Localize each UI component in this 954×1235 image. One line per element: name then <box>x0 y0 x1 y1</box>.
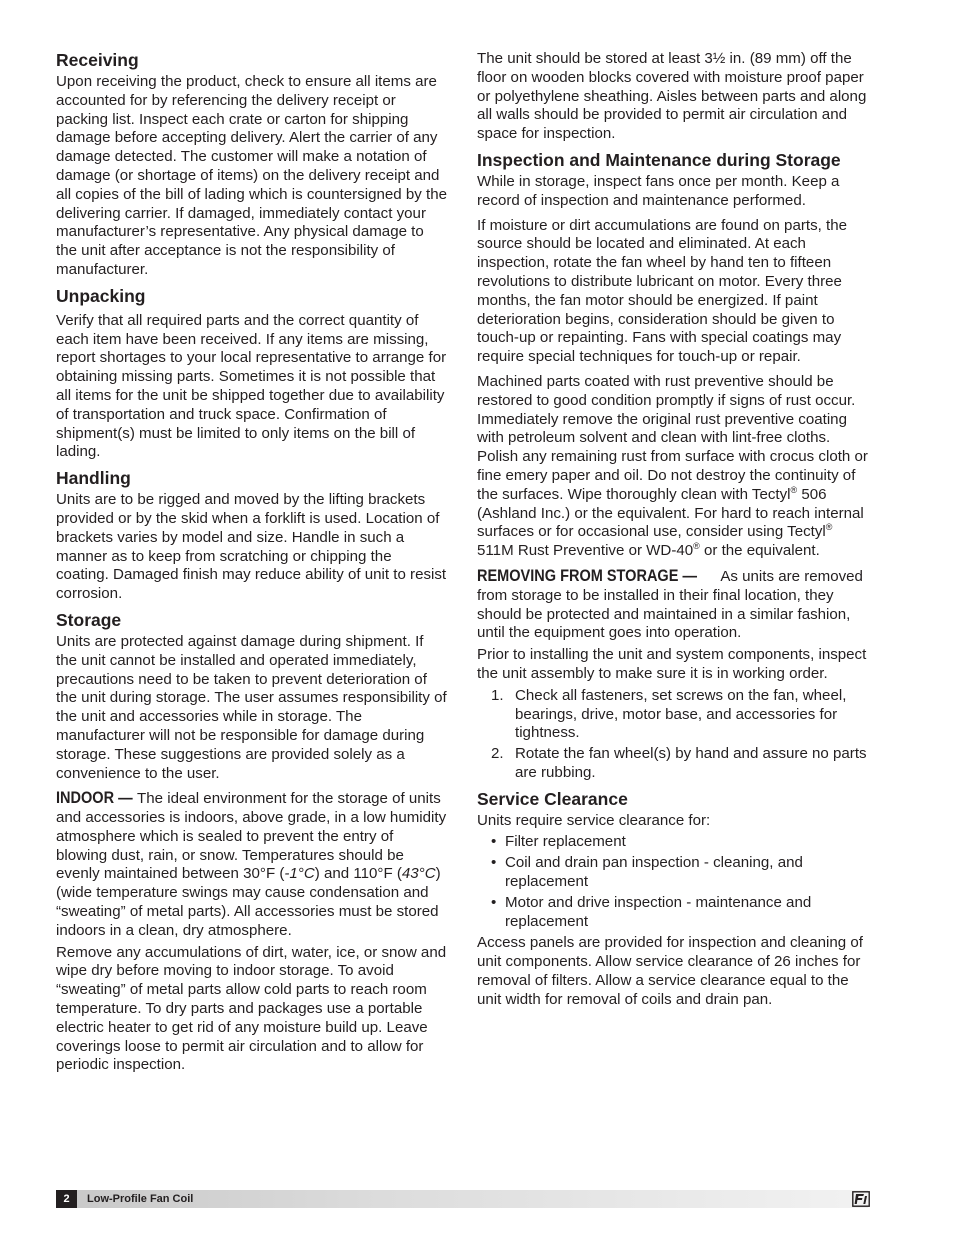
list-item <box>477 833 873 852</box>
service-section <box>477 789 873 1010</box>
list-text: Check all fasteners, set screws on the fan, wheel, bearings, drive, motor base, and accessories for tightness. <box>515 686 847 742</box>
bullet-icon: • <box>491 893 497 911</box>
bullet-icon: • <box>491 833 497 851</box>
registered-mark: ® <box>825 522 833 533</box>
unpacking-text: Verify that all required parts and the correct quantity of each item have been received. If any items are missing, report shortages to your local representative to arrange for obtaining missing parts. Sometimes it is not possible that all items for the unit be shipped together due to availability of transportation and truck space. Confirmation of shipment(s) must be limited to only items on the bill of lading. <box>56 311 447 461</box>
list-text: Coil and drain pan inspection - cleaning, and replacement <box>505 854 803 891</box>
unpacking-section <box>56 286 448 462</box>
receiving-heading: Receiving <box>56 50 139 70</box>
rust-text-c: 511M Rust Preventive or WD-40 <box>477 542 694 560</box>
storage-heading: Storage <box>56 609 122 630</box>
inspection-text-3 <box>477 373 873 561</box>
indoor-text-b: ) and 110°F ( <box>314 865 402 883</box>
removing-text-1: As units are removed from storage to be installed in their final location, they should be protected and maintained in a similar fashion, until the equipment goes into operation. <box>477 567 863 642</box>
removing-lead: REMOVING FROM STORAGE — <box>477 566 697 585</box>
handling-heading: Handling <box>56 468 131 489</box>
list-text: Rotate the fan wheel(s) by hand and assure no parts are rubbing. <box>515 745 867 781</box>
service-text-2: Access panels are provided for inspection and cleaning of unit components. Allow service clearance of 26 inches for removal of filters. Allow a service clearance equal to the unit width for removal of coils and drain pan. <box>477 934 863 1008</box>
list-text: Filter replacement <box>505 833 626 851</box>
right-column <box>477 50 873 1013</box>
removing-section <box>477 567 873 783</box>
list-item <box>477 687 873 743</box>
rust-text-b: 506 (Ashland Inc.) or the equivalent. For hard to reach internal surfaces or for occasional use, consider using Tectyl <box>477 485 864 541</box>
storage-section <box>56 610 448 1075</box>
list-item <box>477 854 873 892</box>
list-number: 2. <box>491 745 504 763</box>
page-footer <box>56 1190 868 1208</box>
rust-text-d: or the equivalent. <box>699 542 820 560</box>
inspection-text-1: While in storage, inspect fans once per month. Keep a record of inspection and maintenance performed. <box>477 172 840 209</box>
service-heading: Service Clearance <box>477 788 628 809</box>
document-title: Low-Profile Fan Coil <box>87 1193 194 1205</box>
list-text: Motor and drive inspection - maintenance and replacement <box>505 893 812 930</box>
indoor-temp-high: 43°C <box>401 865 436 883</box>
list-number: 1. <box>491 686 504 704</box>
brand-logo-icon <box>852 1191 870 1207</box>
inspection-heading: Inspection and Maintenance during Storage <box>477 149 841 170</box>
storage-text: Units are protected against damage during shipment. If the unit cannot be installed and operated immediately, precautions need to be taken to prevent deterioration of the unit during storage. The user assumes responsibility of the unit and accessories while in storage. The manufacturer will not be responsible for damage during storage. These suggestions are provided solely as a convenience to the user. <box>56 632 447 782</box>
unpacking-heading: Unpacking <box>56 285 146 306</box>
handling-section <box>56 468 448 604</box>
indoor-text-c: ) (wide temperature swings may cause condensation and “sweating” of metal parts). All accessories must be stored indoors in a clean, dry atmosphere. <box>56 865 441 939</box>
inspection-text-2: If moisture or dirt accumulations are found on parts, the source should be located and eliminated. At each inspection, rotate the fan wheel by hand ten to fifteen revolutions to distribute lubricant on motor. Every three months, the fan motor should be energized. If paint deterioration begins, consideration should be given to touch-up or repainting. Fans with special coatings may require special techniques for touch-up or repair. <box>477 216 847 366</box>
indoor-text-a: The ideal environment for the storage of units and accessories is indoors, above grade, in a low humidity atmosphere which is sealed to prevent the entry of blowing dust, rain, or snow. Temperatures should be evenly maintained between 30°F ( <box>56 790 447 883</box>
indoor-lead: INDOOR — <box>56 789 133 808</box>
service-text-1: Units require service clearance for: <box>477 811 711 829</box>
handling-text: Units are to be rigged and moved by the lifting brackets provided or by the skid when a forklift is used. Location of brackets varies by model and size. Handle in such a manner as to keep from scratching or chipping the coating. Damaged finish may reduce ability of unit to resist corrosion. <box>56 491 447 603</box>
stored-height-text: The unit should be stored at least 3½ in. (89 mm) off the floor on wooden blocks covered with moisture proof paper or polyethylene sheathing. Aisles between parts and along all walls should be provided to permit air circulation and space for inspection. <box>477 50 867 143</box>
page-number: 2 <box>56 1190 77 1208</box>
service-list <box>477 833 873 931</box>
removing-steps <box>477 687 873 783</box>
inspection-section <box>477 150 873 561</box>
left-column <box>56 50 448 1078</box>
indoor-paragraph <box>56 789 448 940</box>
removing-text-2: Prior to installing the unit and system components, inspect the unit assembly to make sure it is in working order. <box>477 646 867 682</box>
receiving-section <box>56 50 448 280</box>
list-item <box>477 745 873 783</box>
rust-text-a: Machined parts coated with rust preventive should be restored to good condition promptly if signs of rust occur. Immediately remove the original rust preventive coating with petroleum solvent and clean with lint-free cloths. Polish any remaining rust from surface with crocus cloth or fine emery paper and oil. Do not destroy the continuity of the surfaces. Wipe thoroughly clean with Tectyl <box>477 372 868 503</box>
registered-mark: ® <box>693 541 700 552</box>
removing-paragraph <box>477 567 873 643</box>
list-item <box>477 894 873 932</box>
bullet-icon: • <box>491 854 497 872</box>
receiving-text: Upon receiving the product, check to ensure all items are accounted for by referencing the delivery receipt or packing list. Inspect each crate or carton for shipping damage before accepting delivery. Alert the carrier of any damage detected. The customer will make a notation of damage (or shortage of items) on the delivery receipt and all copies of the bill of lading which is countersigned by the delivering carrier. If damaged, immediately contact your manufacturer’s representative. Any physical damage to the unit after acceptance is not the responsibility of manufacturer. <box>56 73 447 278</box>
indoor-temp-low: -1°C <box>284 865 315 883</box>
registered-mark: ® <box>790 484 798 495</box>
storage-remove-text: Remove any accumulations of dirt, water, ice, or snow and wipe dry before moving to indoor storage. To avoid “sweating” of metal parts allow cold parts to reach room temperature. To dry parts and packages use a portable electric heater to get rid of any moisture build up. Leave coverings loose to permit air circulation and to allow for periodic inspection. <box>56 943 447 1074</box>
